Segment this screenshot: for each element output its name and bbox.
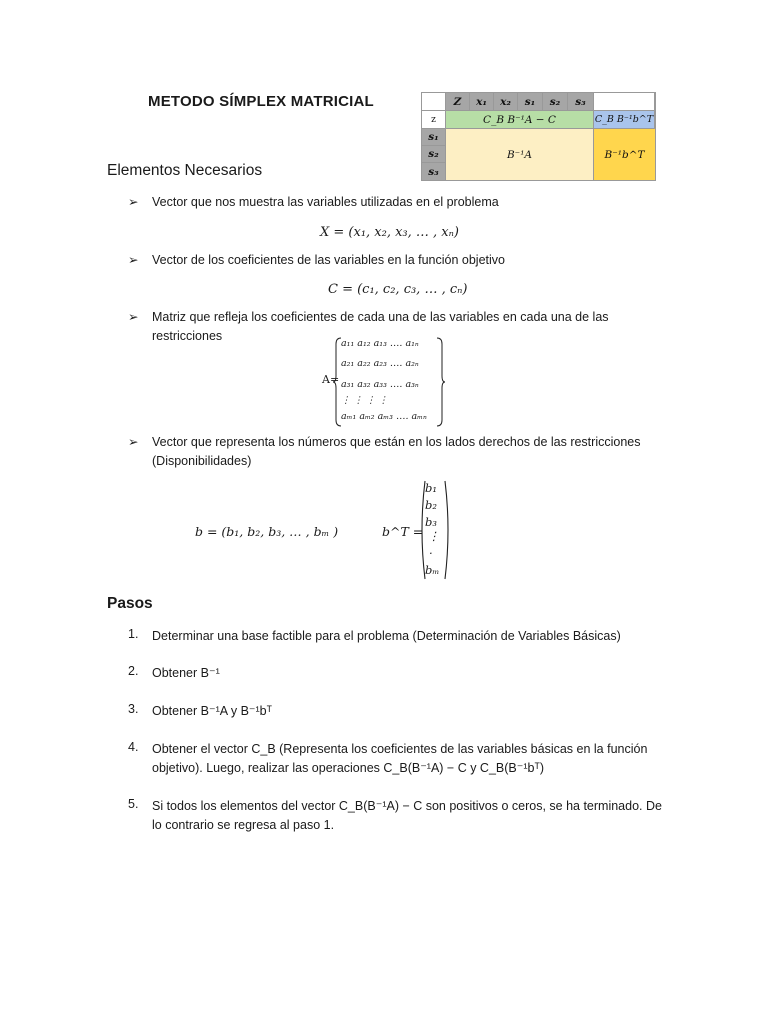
item-text: Vector de los coeficientes de las variables en la función objetivo	[152, 253, 505, 267]
tableau-basic-s3: s₃	[422, 163, 446, 180]
section-heading-elementos: Elementos Necesarios	[107, 162, 263, 179]
matrix-brace-right	[435, 336, 445, 428]
simplex-tableau	[421, 92, 656, 181]
step-text: Si todos los elementos del vector C_B(B⁻¹A) − C son positivos o ceros, se ha terminado. De lo contrario se regresa al paso 1.	[152, 799, 662, 832]
matrix-a-row: a₃₁ a₃₂ a₃₃ …. a₃ₙ	[341, 379, 419, 390]
tableau-header-s3: s₃	[568, 93, 594, 111]
page-title: METODO SÍMPLEX MATRICIAL	[148, 93, 374, 110]
tableau-z-row-rhs: C_B B⁻¹b^T	[594, 111, 655, 129]
vector-bt-entry: b₁	[425, 481, 437, 495]
tableau-basic-s2: s₂	[422, 146, 446, 163]
formula-bt-label: b^T =	[382, 524, 424, 539]
vector-bt-entry: bₘ	[425, 563, 440, 577]
step-number: 3.	[128, 702, 139, 716]
bullet-arrow-icon: ➢	[128, 310, 139, 324]
formula-vector-b: b = (b₁, b₂, b₃, … , bₘ )	[195, 524, 339, 539]
matrix-a	[317, 336, 445, 428]
step-number: 5.	[128, 797, 139, 811]
vector-paren-right	[444, 480, 452, 580]
step-number: 2.	[128, 664, 139, 678]
step-text: Determinar una base factible para el problema (Determinación de Variables Básicas)	[152, 629, 621, 643]
vector-bt	[418, 480, 452, 580]
tableau-header-z: Z	[446, 93, 470, 111]
tableau-header-x2: x₂	[494, 93, 518, 111]
matrix-a-label: A=	[322, 373, 340, 386]
item-text: Vector que nos muestra las variables utilizadas en el problema	[152, 195, 499, 209]
tableau-corner	[422, 93, 446, 111]
tableau-body-expr: B⁻¹A	[446, 129, 594, 180]
vector-bt-entry: b₂	[425, 498, 437, 512]
item-text: Vector que representa los números que están en los lados derechos de las restricciones (Disponibilidades)	[152, 435, 641, 468]
matrix-a-row: a₂₁ a₂₂ a₂₃ …. a₂ₙ	[341, 358, 419, 369]
matrix-a-row: a₁₁ a₁₂ a₁₃ …. a₁ₙ	[341, 338, 419, 349]
step-number: 4.	[128, 740, 139, 754]
tableau-z-row-expr: C_B B⁻¹A − C	[446, 111, 594, 129]
formula-vector-c: C = (c₁, c₂, c₃, … , cₙ)	[328, 282, 468, 297]
bullet-arrow-icon: ➢	[128, 195, 139, 209]
step-text: Obtener el vector C_B (Representa los coeficientes de las variables básicas en la función objetivo). Luego, realizar las operaciones C_B(B⁻¹A) − C y C_B(B⁻¹bᵀ)	[152, 742, 648, 775]
vector-bt-entry: .	[429, 543, 433, 557]
bullet-arrow-icon: ➢	[128, 253, 139, 267]
vector-bt-entry: b₃	[425, 515, 437, 529]
tableau-body-rhs: B⁻¹b^T	[594, 129, 655, 180]
matrix-a-row: ⋮ ⋮ ⋮ ⋮	[341, 395, 389, 406]
tableau-basic-s1: s₁	[422, 129, 446, 146]
step-text: Obtener B⁻¹A y B⁻¹bᵀ	[152, 704, 273, 718]
tableau-header-s1: s₁	[518, 93, 543, 111]
tableau-header-s2: s₂	[543, 93, 568, 111]
tableau-header-rhs	[594, 93, 655, 111]
item-text: Matriz que refleja los coeficientes de cada una de las variables en cada una de las restricciones	[152, 310, 609, 343]
step-text: Obtener B⁻¹	[152, 666, 220, 680]
section-heading-pasos: Pasos	[107, 595, 153, 612]
formula-vector-x: X = (x₁, x₂, x₃, … , xₙ)	[320, 225, 459, 240]
vector-bt-entry: ⋮	[428, 529, 440, 543]
tableau-header-x1: x₁	[470, 93, 494, 111]
tableau-row-z-label: z	[422, 111, 446, 129]
matrix-a-row: aₘ₁ aₘ₂ aₘ₃ …. aₘₙ	[341, 411, 427, 422]
bullet-arrow-icon: ➢	[128, 435, 139, 449]
step-number: 1.	[128, 627, 139, 641]
